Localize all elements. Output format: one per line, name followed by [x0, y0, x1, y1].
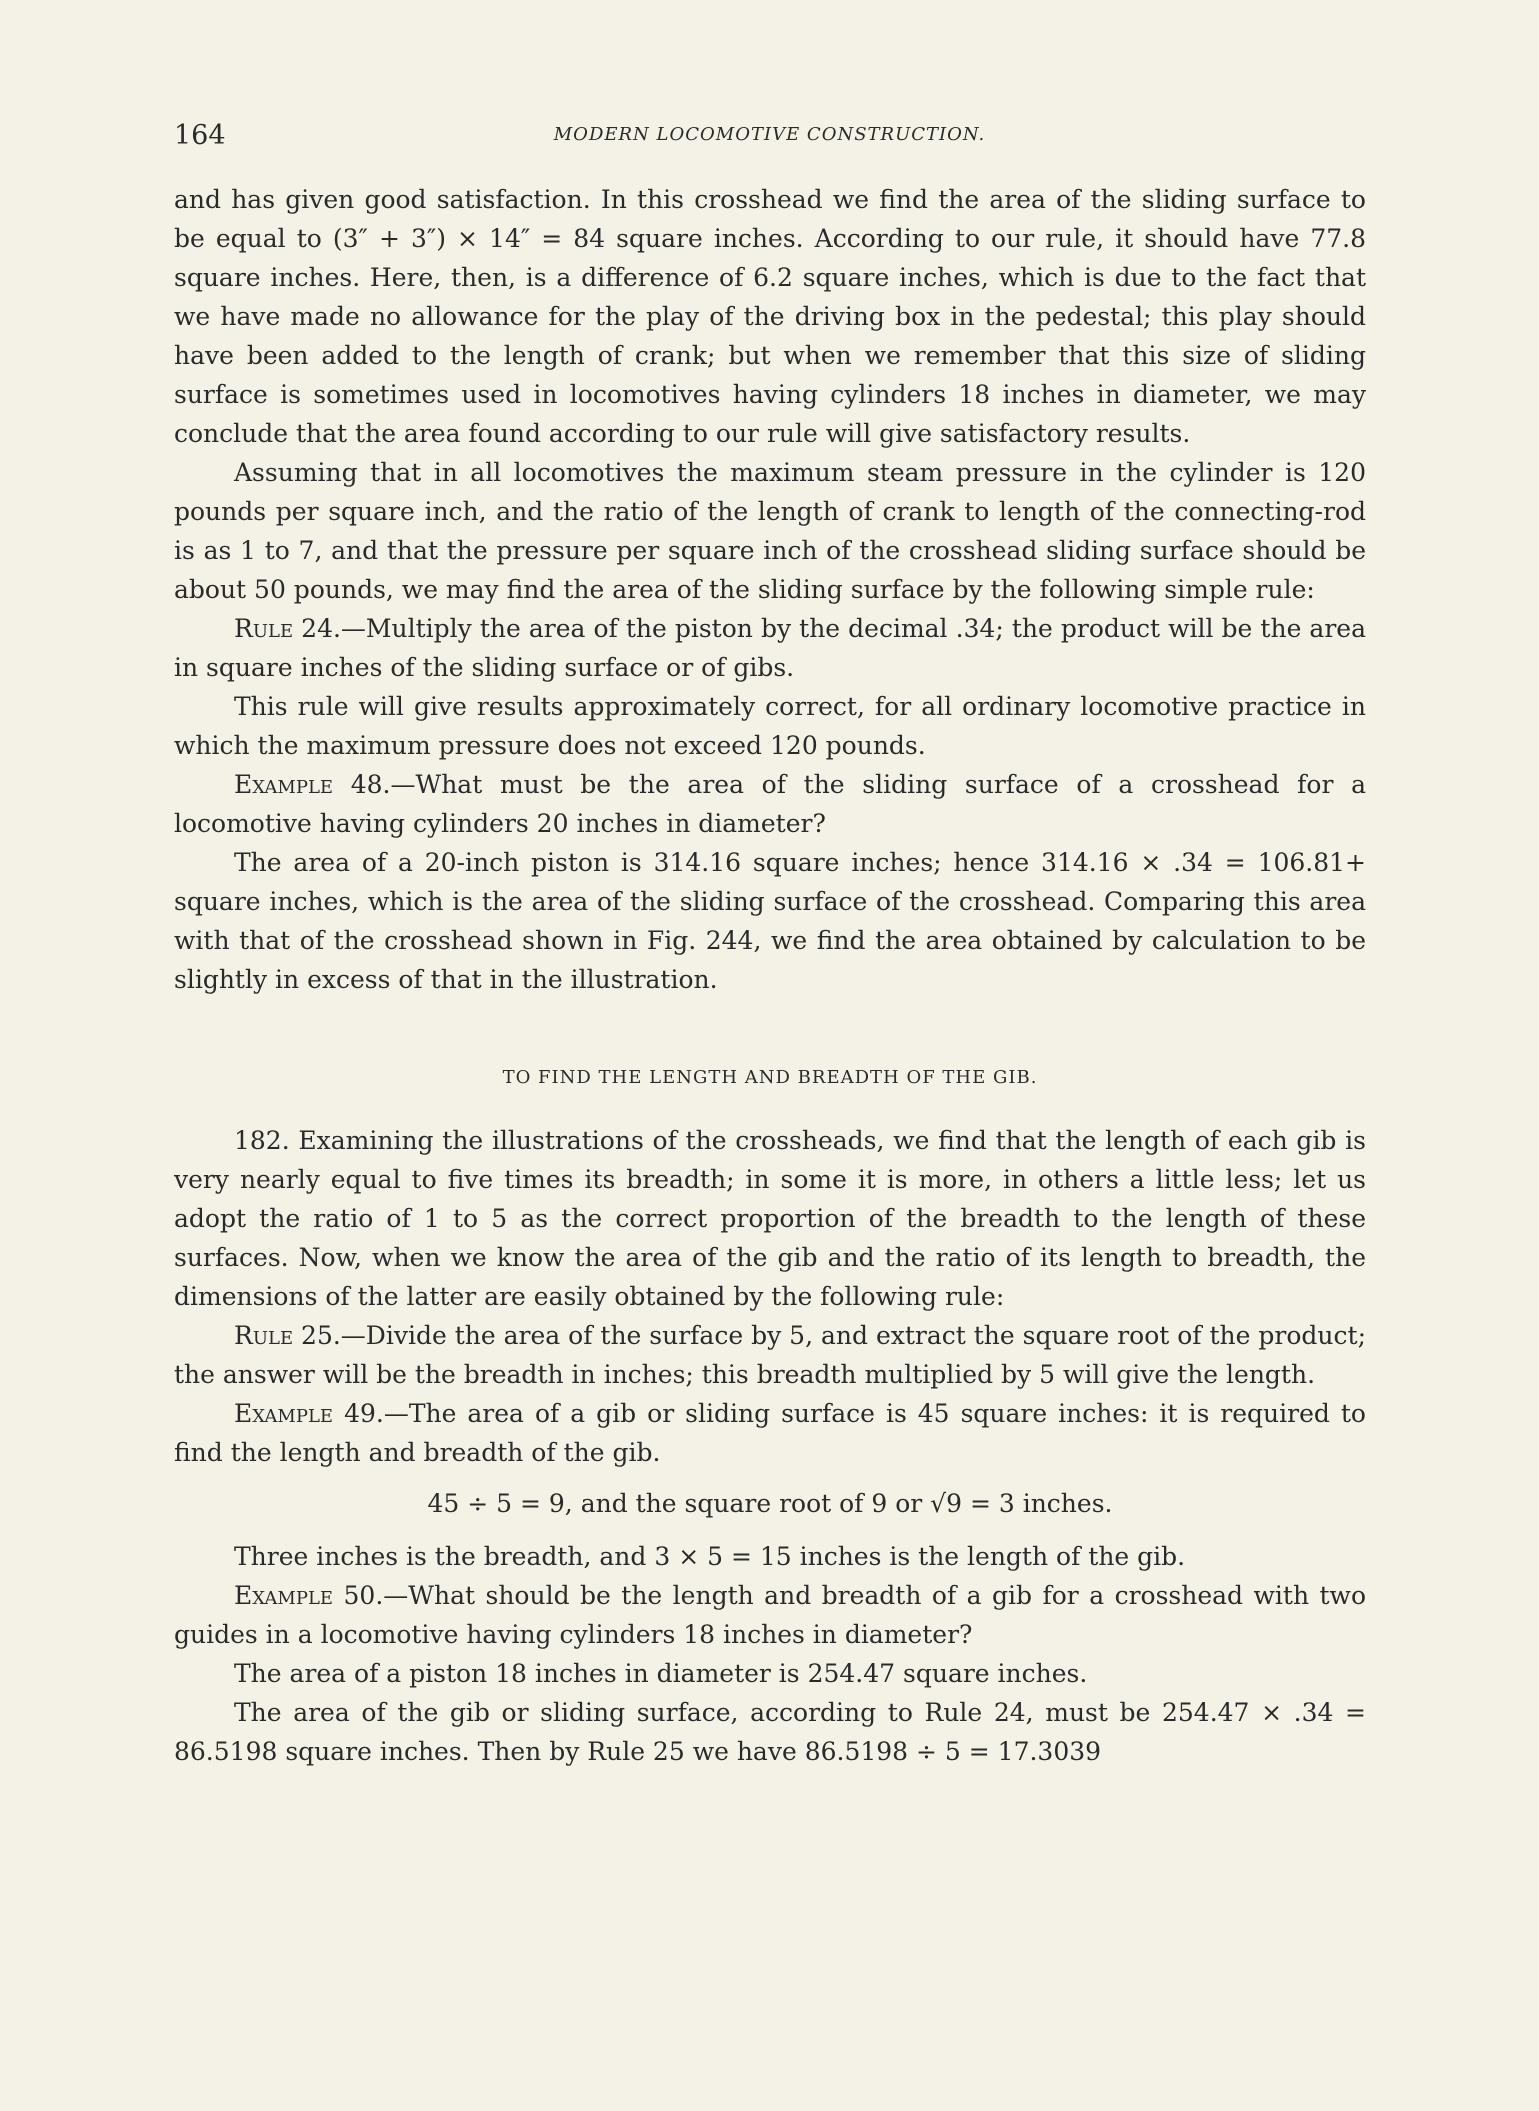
example-48: [174, 765, 1366, 843]
example-49: [174, 1394, 1366, 1472]
example-text: 50.—What should be the length and breadth of a gib for a crosshead with two guides in a locomotive having cylinders 18 inches in diameter?: [174, 1581, 1366, 1649]
example-label: Example: [234, 1399, 334, 1428]
page-number: 164: [174, 120, 226, 151]
rule-text: 24.—Multiply the area of the piston by the decimal .34; the product will be the area in square inches of the sliding surface or of gibs.: [174, 614, 1366, 682]
paragraph: The area of a piston 18 inches in diameter is 254.47 square inches.: [234, 1659, 1088, 1688]
equation: 45 ÷ 5 = 9, and the square root of 9 or √9 = 3 inches.: [427, 1489, 1113, 1518]
paragraph: 182. Examining the illustrations of the crossheads, we find that the length of each gib is very nearly equal to five times its breadth; in some it is more, in others a little less; let us adopt the ratio of 1 to 5 as the correct proportion of the breadth to the length of these surfaces. Now, when we know the area of the gib and the ratio of its length to breadth, the dimensions of the latter are easily obtained by the following rule:: [174, 1126, 1366, 1311]
rule-label: Rule: [234, 1321, 294, 1350]
example-text: 49.—The area of a gib or sliding surface is 45 square inches: it is required to find the length and breadth of the gib.: [174, 1399, 1366, 1467]
example-50: [174, 1576, 1366, 1654]
rule-label: Rule: [234, 614, 294, 643]
paragraph: Three inches is the breadth, and 3 × 5 = 15 inches is the length of the gib.: [234, 1542, 1186, 1571]
section-heading: TO FIND THE LENGTH AND BREADTH OF THE GIB.: [502, 1067, 1038, 1088]
paragraph: The area of a 20-inch piston is 314.16 square inches; hence 314.16 × .34 = 106.81+ square inches, which is the area of the sliding surface of the crosshead. Comparing this area with that of the crosshead shown in Fig. 244, we find the area obtained by calculation to be slightly in excess of that in the illustration.: [174, 848, 1366, 994]
paragraph: The area of the gib or sliding surface, according to Rule 24, must be 254.47 × .34 = 86.5198 square inches. Then by Rule 25 we have 86.5198 ÷ 5 = 17.3039: [174, 1698, 1366, 1766]
example-label: Example: [234, 770, 334, 799]
paragraph: This rule will give results approximately correct, for all ordinary locomotive practice in which the maximum pressure does not exceed 120 pounds.: [174, 692, 1366, 760]
paragraph: and has given good satisfaction. In this crosshead we find the area of the sliding surface to be equal to (3″ + 3″) × 14″ = 84 square inches. According to our rule, it should have 77.8 square inches. Here, then, is a difference of 6.2 square inches, which is due to the fact that we have made no allowance for the play of the driving box in the pedestal; this play should have been added to the length of crank; but when we remember that this size of sliding surface is sometimes used in locomotives having cylinders 18 inches in diameter, we may conclude that the area found according to our rule will give satisfactory results.: [174, 185, 1366, 448]
paragraph: Assuming that in all locomotives the maximum steam pressure in the cylinder is 120 pounds per square inch, and the ratio of the length of crank to length of the connecting-rod is as 1 to 7, and that the pressure per square inch of the crosshead sliding surface should be about 50 pounds, we may find the area of the sliding surface by the following simple rule:: [174, 458, 1366, 604]
running-title: MODERN LOCOMOTIVE CONSTRUCTION.: [553, 124, 986, 145]
rule-25: [174, 1316, 1366, 1394]
body-text: [174, 180, 1366, 1771]
example-label: Example: [234, 1581, 334, 1610]
example-text: 48.—What must be the area of the sliding surface of a crosshead for a locomotive having cylinders 20 inches in diameter?: [174, 770, 1366, 838]
rule-24: [174, 609, 1366, 687]
rule-text: 25.—Divide the area of the surface by 5, and extract the square root of the product; the answer will be the breadth in inches; this breadth multiplied by 5 will give the length.: [174, 1321, 1366, 1389]
page-header: [0, 120, 1539, 160]
